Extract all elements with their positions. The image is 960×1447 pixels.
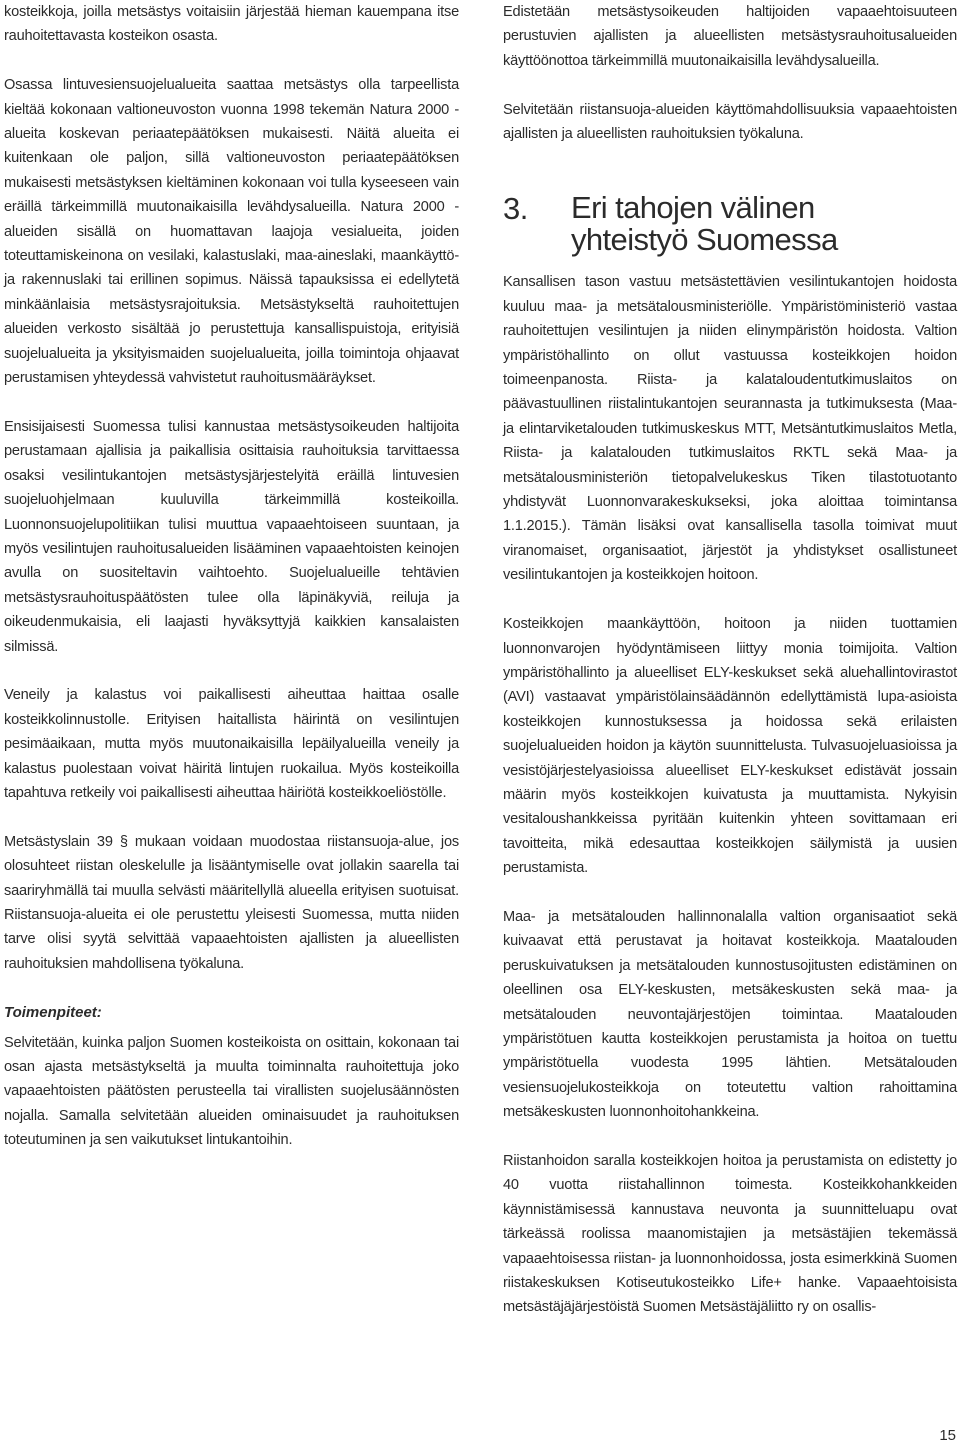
paragraph-maankaytto: Kosteikkojen maankäyttöön, hoitoon ja niiden tuottamien luonnonvarojen hyödyntämiseen liittyy monia toimijoita. Valtion ympäristöhallinto ja alueelliset ELY-keskukset sekä aluehallintovirastot (AVI) vastaavat ympäristölainsäädännön edellyttämistä lupa-asioista kosteikkojen kunnostuksessa ja hoidossa sekä erilaisten suojelualueiden hoidon ja käytön suunnittelusta. Tulvasuojeluasioissa ja vesistöjärjestelyasioissa alueelliset ELY-keskukset edistävät jossain määrin myös kosteikkojen kuivatusta ja muuttamista. Nykyisin vesitaloushankkeissa pyritään kuitenkin yhteen sovittamaan eri tavoitteita, mikä edesauttaa kosteikkojen säilymistä ja uusien perustamista. xyxy=(503,616,957,877)
heading-spacer xyxy=(503,146,957,192)
left-column xyxy=(4,0,459,1153)
paragraph-riistansuoja: Selvitetään riistansuoja-alueiden käyttömahdollisuuksia vapaaehtoisten ajallisten ja alueellisten rauhoituksien työkaluna. xyxy=(503,101,957,143)
paragraph-spacer xyxy=(503,588,957,612)
paragraph-metsastyslaki: Metsästyslain 39 § mukaan voidaan muodostaa riistansuoja-alue, jos olosuhteet riistan oleskelulle ja lisääntymiselle ovat jollakin saarella tai saariryhmällä tai muulla selvästi määritellyllä alueella erityisen suotuisat. Riistansuoja-alueita ei ole perustettu yleisesti Suomessa, mutta niiden tarve olisi syytä selvittää vapaaehtoisten ajallisten ja alueellisten rauhoituksien mahdollisena työkaluna. xyxy=(4,833,459,972)
paragraph-intro-continuation: kosteikkoja, joilla metsästys voitaisiin järjestää hieman kauempana itse rauhoitettavasta kosteikon osasta. xyxy=(4,4,459,45)
paragraph-kansallisen: Kansallisen tason vastuu metsästettävien vesilintukantojen hoidosta kuuluu maa- ja metsätalousministeriölle. Ympäristöministeriö vastaa rauhoitettujen vesilintujen ja niiden elinympäristön hoidosta. Valtion ympäristöhallinto on ollut vastuussa kosteikkojen hoidon toimeenpanosta. Riista- ja kalataloudentutkimuslaitos on päävastuullinen riistalintukantojen seurannasta ja tutkimuksesta (Maa- ja elintarviketalouden tutkimuskeskus MTT, Metsäntutkimuslaitos Metla, Riista- ja kalatalouden tutkimuslaitos RKTL sekä Maa- ja metsätalousministeriön tietopalvelukeskus Tiken tilastotuotanto yhdistyvät Luonnonvarakeskukseksi, joka aloittaa toimintansa 1.1.2015.). Tämän lisäksi ovat kansallisella tasolla toimivat muut viranomaiset, organisaatiot, järjestöt ja yhdistykset osallistuneet vesilintukantojen ja kosteikkojen hoitoon. xyxy=(503,274,957,584)
section-title: Eri tahojen välinen yhteistyö Suomessa xyxy=(571,190,838,258)
paragraph-selvitetaan: Selvitetään, kuinka paljon Suomen kosteikoista on osittain, kokonaan tai osan ajasta metsästykseltä ja muulta toiminnalta rauhoitettuja joko vapaaehtoisten päätösten perusteella tai virallisten suojelusäännösten nojalla. Samalla selvitetään alueiden ominaisuudet ja rauhoituksen toteutuminen ja sen vaikutukset lintukantoihin. xyxy=(4,1034,459,1149)
right-column xyxy=(503,0,957,1320)
paragraph-spacer xyxy=(503,73,957,97)
paragraph-spacer xyxy=(4,976,459,1000)
section-heading xyxy=(503,192,957,258)
subheading-toimenpiteet: Toimenpiteet: xyxy=(4,1003,102,1021)
paragraph-riistanhoidon: Riistanhoidon saralla kosteikkojen hoitoa ja perustamista on edistetty jo 40 vuotta riistahallinnon toimesta. Kosteikkohankkeiden käynnistämisessä kannustava neuvonta ja suunnitteluapu ovat tärkeässä roolissa maanomistajien ja metsästäjien tekemässä vapaaehtoisessa riistan- ja luonnonhoidossa, josta esimerkkinä Suomen riistakeskuksen Kotiseutukosteikko Life+ hanke. Vapaaehtoisista metsästäjäjärjestöistä Suomen Metsästäjäliitto ry on osallis- xyxy=(503,1153,957,1316)
paragraph-hallinnonala: Maa- ja metsätalouden hallinnonalalla valtion organisaatiot sekä kuivaavat että perustavat ja hoitavat kosteikkoja. Maatalouden peruskuivatuksen ja metsätalouden kunnostusojitusten edistäminen on oleellinen osa ELY-keskusten, metsäkeskusten sekä maa- ja metsätalouden neuvontajärjestöjen toimintaa. Maatalouden ympäristötuen kautta kosteikkojen perustamista ja hoitoa on tuettu ympäristötuella vuodesta 1995 lähtien. Metsätalouden vesiensuojelukosteikkoja on toteutettu valtion rahoittamina metsäkeskusten luonnonhoitohankkeina. xyxy=(503,908,957,1121)
paragraph-spacer xyxy=(4,659,459,683)
paragraph-veneily: Veneily ja kalastus voi paikallisesti aiheuttaa haittaa osalle kosteikkolinnustolle. Erityisen haitallista häirintä on vesilintujen pesimäaikaan, mutta myös muutonaikaisilla lepäilyalueilla veneily ja kalastus puolestaan voivat häiritä lintujen ruokailua. Myös kosteikoilla tapahtuva retkeily voi paikallisesti aiheuttaa häiriötä kosteikkoeliöstölle. xyxy=(4,687,459,801)
page-number: 15 xyxy=(939,1427,956,1444)
paragraph-spacer xyxy=(503,881,957,905)
paragraph-ensisijaisesti: Ensisijaisesti Suomessa tulisi kannustaa metsästysoikeuden haltijoita perustamaan ajallisia ja paikallisia osittaisia rauhoituksia tarvittaessa osaksi vesilintukantojen metsästysjärjestelyitä eräillä lintuvesien suojeluohjelmaan kuuluvilla tärkeimmillä kosteikoilla. Luonnonsuojelupolitiikan tulisi muuttua vapaaehtoiseen suuntaan, ja myös vesilintujen rauhoitusalueiden lisääminen vapaaehtoisten keinojen avulla on suositeltavin vaihtoehto. Suojelualueille tehtävien metsästysrauhoituspäätösten tulee olla läpinäkyviä, reiluja ja oikeudenmukaisia, eli laajasti hyväksyttyjä kaikkien kansalaisten silmissä. xyxy=(4,418,459,655)
paragraph-spacer xyxy=(4,805,459,829)
heading-spacer xyxy=(503,258,957,270)
paragraph-spacer xyxy=(4,49,459,73)
paragraph-edistetaan: Edistetään metsästysoikeuden haltijoiden vapaaehtoisuuteen perustuvien ajallisten ja alueellisten metsästysrauhoitusalueiden käyttöönottoa tärkeimmillä muutonaikaisilla levähdysalueilla. xyxy=(503,4,957,69)
section-number: 3. xyxy=(503,191,528,227)
paragraph-spacer xyxy=(503,1125,957,1149)
paragraph-spacer xyxy=(4,390,459,414)
paragraph-natura: Osassa lintuvesiensuojelualueita saattaa metsästys olla tarpeellista kieltää kokonaan valtioneuvoston vuonna 1998 tekemän Natura 2000 -alueita koskevan periaatepäätöksen mukaisesti. Näitä alueita ei kuitenkaan ole paljon, sillä valtioneuvoston periaatepäätöksen mukaisesti metsästyksen kieltäminen kokonaan voi tulla kyseeseen vain eräillä tärkeimmillä muutonaikaisilla levähdysalueilla. Natura 2000 -alueiden sisällä on huomattavan laajoja vesialueita, joiden toteuttamiskeinona on vesilaki, kalastuslaki, maa-aineslaki, maankäyttö- ja rakennuslaki tai erillinen sopimus. Näissä tapauksissa ei edellytetä minkäänlaisia metsästysrajoituksia. Metsästykseltä rauhoitettujen alueiden verkosto sisältää jo perustettuja kansallispuistoja, erityisiä suojelualueita ja yksityismaiden suojelualueita, joilla toimintoja ohjaavat perustamisen yhteydessä vahvistetut rauhoitusmääräykset. xyxy=(4,77,459,387)
